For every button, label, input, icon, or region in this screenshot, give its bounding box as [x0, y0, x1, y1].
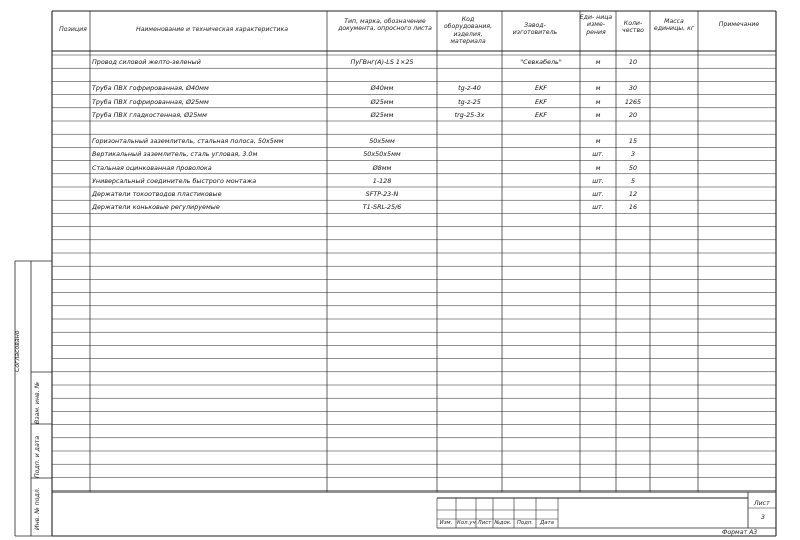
- header-type: Тип, марка, обозначение документа, опросного листа: [338, 18, 432, 33]
- row-maker: EKF: [535, 84, 547, 93]
- format-label: Формат А3: [722, 529, 758, 536]
- stamp-list-label: Лист: [754, 500, 770, 507]
- row-unit: шт.: [592, 150, 604, 159]
- row-qty: 10: [628, 58, 638, 66]
- header-position: Позиция: [59, 26, 87, 33]
- row-name: Держатели токоотводов пластиковые: [92, 190, 222, 198]
- row-qty: 3: [630, 150, 636, 159]
- row-name: Труба ПВХ гофрированная, Ø25мм: [92, 97, 209, 106]
- row-qty: 15: [628, 137, 638, 146]
- row-unit: м: [595, 137, 601, 146]
- row-name: Вертикальный заземлитель, сталь угловая, 3.0м: [92, 150, 258, 159]
- header-maker: Завод-изготовитель: [512, 22, 558, 37]
- header-code: Код оборудования, изделия, материала: [443, 16, 493, 46]
- row-unit: м: [595, 97, 601, 106]
- header-mass: Масса единицы, кг: [653, 18, 695, 33]
- side-label-vzam: Взам. инв. №: [34, 381, 41, 424]
- row-type: 1-128: [372, 176, 392, 185]
- row-type: Ø8мм: [372, 163, 392, 172]
- row-type: Ø25мм: [370, 97, 394, 106]
- row-type: ПуГВнг(А)-LS 1×25: [350, 58, 414, 66]
- row-maker: EKF: [535, 97, 547, 106]
- row-unit: м: [595, 84, 601, 93]
- row-qty: 20: [628, 110, 638, 119]
- header-qty: Коли- чество: [622, 20, 644, 35]
- row-code: tg-z-25: [458, 97, 481, 106]
- row-type: SFTP-23-N: [365, 190, 399, 198]
- row-name: Труба ПВХ гофрированная, Ø40мм: [92, 84, 209, 93]
- header-unit: Еди- ница изме- рения: [579, 14, 613, 36]
- row-unit: шт.: [592, 190, 604, 198]
- stamp-ndok: №док.: [494, 520, 512, 526]
- row-name: Труба ПВХ гладкостенная, Ø25мм: [92, 110, 207, 119]
- header-note: Примечание: [718, 21, 760, 28]
- row-unit: м: [595, 58, 601, 66]
- row-name: Универсальный соединитель быстрого монтажа: [92, 176, 257, 185]
- row-name: Держатели коньковые регулируемые: [92, 203, 220, 212]
- row-unit: шт.: [592, 203, 604, 212]
- side-label-inv: Инв. № подл.: [34, 487, 41, 530]
- row-qty: 12: [628, 190, 638, 198]
- stamp-list: Лист: [477, 520, 492, 526]
- row-type: Ø25мм: [370, 110, 394, 119]
- row-maker: EKF: [535, 110, 547, 119]
- row-type: 50х50х5мм: [363, 150, 401, 159]
- row-qty: 30: [628, 84, 638, 93]
- row-code: trg-25-3x: [454, 110, 485, 119]
- stamp-kol: Кол.уч: [457, 520, 476, 526]
- row-qty: 50: [628, 163, 638, 172]
- row-type: Ø40мм: [370, 84, 394, 93]
- side-label-soglasovano: Согласовано: [14, 330, 21, 372]
- row-name: Горизонтальный заземлитель, стальная полоса, 50х5мм: [92, 137, 284, 146]
- row-type: T1-SRL-25/6: [362, 203, 402, 212]
- row-unit: м: [595, 163, 601, 172]
- stamp-list-number: 3: [761, 514, 765, 521]
- row-maker: "Севкабель": [520, 58, 562, 66]
- row-unit: м: [595, 110, 601, 119]
- row-qty: 5: [630, 176, 636, 185]
- stamp-podp: Подп.: [516, 520, 534, 526]
- row-unit: шт.: [592, 176, 604, 185]
- side-label-podp: Подп. и дата: [34, 435, 41, 478]
- row-qty: 1265: [624, 97, 642, 106]
- stamp-izm: Изм.: [439, 520, 453, 526]
- row-qty: 16: [628, 203, 638, 212]
- row-name: Стальная оцинкованная проволока: [92, 163, 212, 172]
- row-code: tg-z-40: [458, 84, 481, 93]
- stamp-data: Дата: [540, 520, 554, 526]
- row-type: 50х5мм: [369, 137, 395, 146]
- row-name: Провод силовой желто-зеленый: [92, 58, 201, 66]
- header-name: Наименование и техническая характеристика: [135, 26, 289, 33]
